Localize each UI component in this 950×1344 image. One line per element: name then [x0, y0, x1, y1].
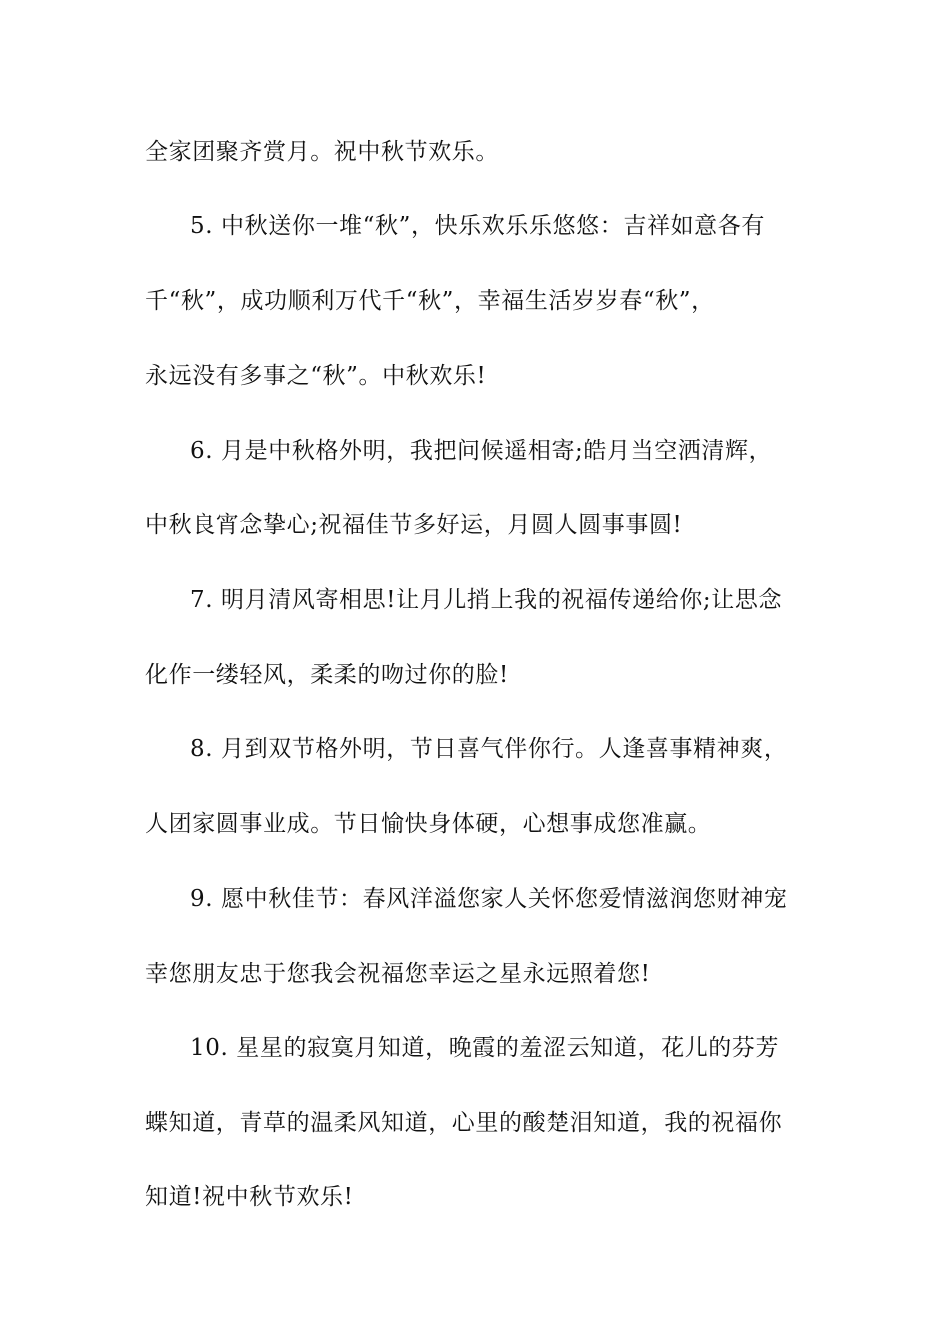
- paragraph-9-line-2: 幸您朋友忠于您我会祝福您幸运之星永远照着您!: [145, 961, 651, 987]
- paragraph-10-line-1: 10. 星星的寂寞月知道，晚霞的羞涩云知道，花儿的芬芳: [190, 1035, 780, 1061]
- paragraph-4-line-3: 全家团聚齐赏月。祝中秋节欢乐。: [145, 139, 499, 165]
- paragraph-7-line-1: 7. 明月清风寄相思!让月儿捎上我的祝福传递给你;让思念: [190, 587, 783, 613]
- paragraph-5-line-1: 5. 中秋送你一堆“秋”，快乐欢乐乐悠悠：吉祥如意各有: [190, 213, 765, 239]
- paragraph-8-line-1: 8. 月到双节格外明，节日喜气伴你行。人逢喜事精神爽，: [190, 736, 788, 762]
- paragraph-10-line-3: 知道!祝中秋节欢乐!: [145, 1184, 354, 1210]
- paragraph-5-line-3: 永远没有多事之“秋”。中秋欢乐!: [145, 363, 487, 389]
- paragraph-7-line-2: 化作一缕轻风，柔柔的吻过你的脸!: [145, 662, 509, 688]
- paragraph-9-line-1: 9. 愿中秋佳节：春风洋溢您家人关怀您爱情滋润您财神宠: [190, 886, 788, 912]
- paragraph-5-line-2: 千“秋”，成功顺利万代千“秋”，幸福生活岁岁春“秋”，: [145, 288, 715, 314]
- paragraph-10-line-2: 蝶知道，青草的温柔风知道，心里的酸楚泪知道，我的祝福你: [145, 1110, 783, 1136]
- paragraph-6-line-1: 6. 月是中秋格外明，我把问候遥相寄;皓月当空洒清辉，: [190, 438, 773, 464]
- paragraph-8-line-2: 人团家圆事业成。节日愉快身体硬，心想事成您准赢。: [145, 811, 712, 837]
- paragraph-6-line-2: 中秋良宵念挚心;祝福佳节多好运，月圆人圆事事圆!: [145, 512, 683, 538]
